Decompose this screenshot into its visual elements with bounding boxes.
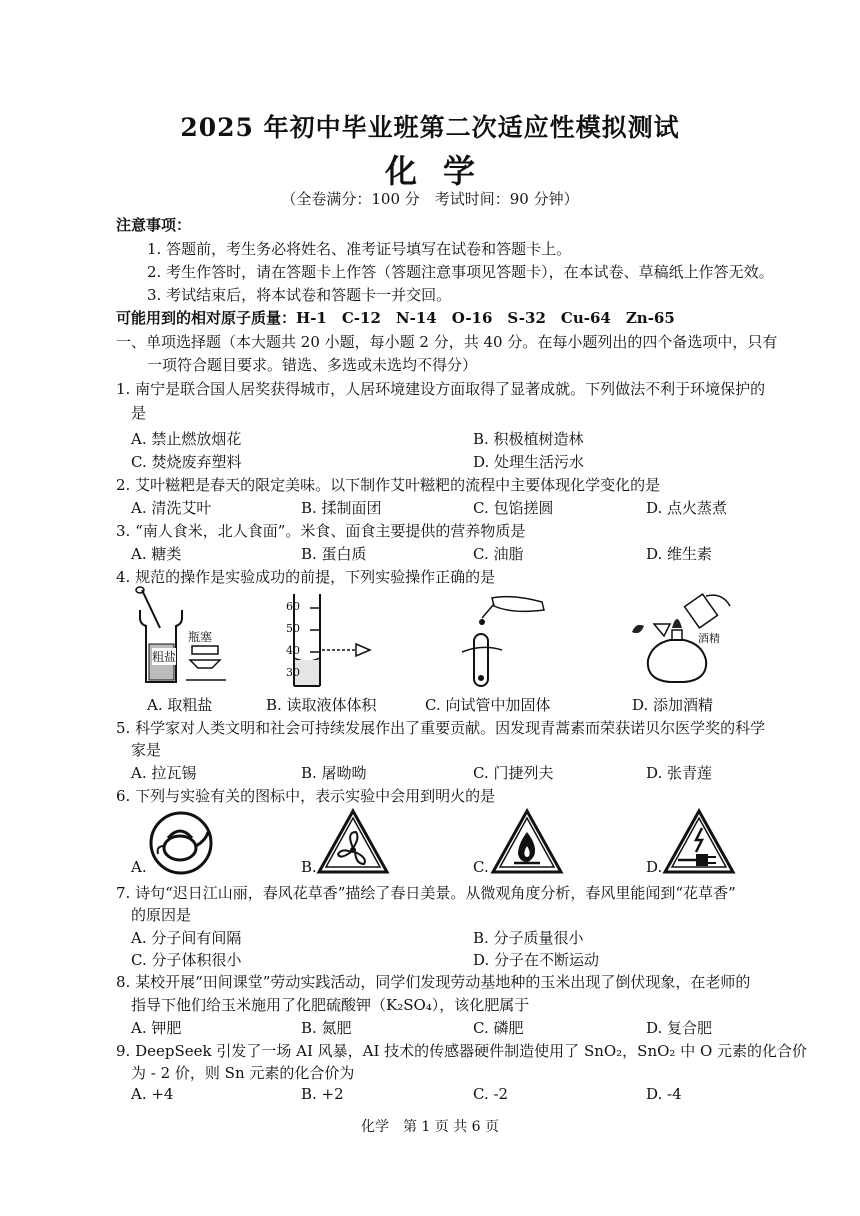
q1-stem-line1: 1. 南宁是联合国人居奖获得城市，人居环境建设方面取得了显著成就。下列做法不利于环境保护的 — [116, 380, 766, 398]
q3-option-b: B. 蛋白质 — [301, 545, 367, 563]
section1-heading-line1: 一、单项选择题（本大题共 20 小题，每小题 2 分，共 40 分。在每小题列出的四个备选项中，只有 — [116, 333, 778, 351]
q1-option-c: C. 焚烧废弃塑料 — [131, 453, 242, 471]
fan-icon — [316, 808, 390, 876]
q1-option-d: D. 处理生活污水 — [473, 453, 585, 471]
q3-stem: 3. “南人食米，北人食面”。米食、面食主要提供的营养物质是 — [116, 522, 526, 540]
q3-option-c: C. 油脂 — [473, 545, 524, 563]
q2-option-d: D. 点火蒸煮 — [646, 499, 728, 517]
q4-option-b: B. 读取液体体积 — [266, 696, 377, 714]
cylinder-tick-50: 50 — [286, 622, 300, 635]
alcohol-lamp-label: 酒精 — [698, 632, 720, 645]
plug-icon — [662, 808, 736, 876]
q9-stem-line2: 为 - 2 价，则 Sn 元素的化合价为 — [131, 1064, 355, 1082]
page-footer: 化学 第 1 页 共 6 页 — [360, 1119, 500, 1135]
q6-option-a: A. — [131, 858, 147, 876]
q7-stem-line2: 的原因是 — [131, 906, 192, 924]
q6-option-d: D. — [646, 858, 663, 876]
cylinder-tick-30: 30 — [286, 666, 300, 679]
q9-option-d: D. -4 — [646, 1085, 682, 1103]
q6-option-b: B. — [301, 858, 317, 876]
q1-option-a: A. 禁止燃放烟花 — [131, 430, 242, 448]
q4-stem: 4. 规范的操作是实验成功的前提，下列实验操作正确的是 — [116, 568, 496, 586]
q5-option-c: C. 门捷列夫 — [473, 764, 554, 782]
atomic-mass-values: H-1 C-12 N-14 O-16 S-32 Cu-64 Zn-65 — [296, 309, 675, 327]
q5-stem-line1: 5. 科学家对人类文明和社会可持续发展作出了重要贡献。因发现青蒿素而荣获诺贝尔医学奖的科学 — [116, 719, 766, 737]
salt-jar-drawing — [130, 588, 230, 688]
cylinder-drawing — [290, 594, 380, 690]
q5-option-b: B. 屠呦呦 — [301, 764, 367, 782]
atomic-mass-line — [116, 307, 675, 328]
q9-option-c: C. -2 — [473, 1085, 509, 1103]
salt-jar-salt-label: 粗盐 — [152, 650, 177, 664]
q3-option-a: A. 糖类 — [131, 545, 182, 563]
atomic-mass-label: 可能用到的相对原子质量： — [116, 309, 297, 327]
q7-option-d: D. 分子在不断运动 — [473, 951, 600, 969]
section1-heading-line2: 一项符合题目要求。错选、多选或未选均不得分） — [147, 356, 478, 374]
icon-electrical — [662, 808, 736, 876]
exam-subject: 化学 — [384, 152, 501, 190]
q8-option-c: C. 磷肥 — [473, 1019, 524, 1037]
cylinder-tick-40: 40 — [286, 644, 300, 657]
q4-option-d: D. 添加酒精 — [632, 696, 714, 714]
teapot-icon — [148, 810, 214, 876]
q1-stem-line2: 是 — [131, 404, 147, 422]
q8-stem-line2: 指导下他们给玉米施用了化肥硫酸钾（K₂SO₄），该化肥属于 — [131, 996, 530, 1014]
notice-item-3: 3. 考试结束后，将本试卷和答题卡一并交回。 — [147, 286, 452, 304]
q7-stem-line1: 7. 诗句“迟日江山丽，春风花草香”描绘了春日美景。从微观角度分析，春风里能闻到“花草香” — [116, 884, 736, 902]
q7-option-c: C. 分子体积很小 — [131, 951, 242, 969]
q9-option-a: A. +4 — [131, 1085, 174, 1103]
q4-option-c: C. 向试管中加固体 — [425, 696, 551, 714]
q6-stem: 6. 下列与实验有关的图标中，表示实验中会用到明火的是 — [116, 787, 496, 805]
q3-option-d: D. 维生素 — [646, 545, 713, 563]
salt-jar-cap-label: 瓶塞 — [188, 630, 213, 644]
exam-meta: （全卷满分：100 分 考试时间：90 分钟） — [281, 190, 579, 208]
notice-item-2: 2. 考生作答时，请在答题卡上作答（答题注意事项见答题卡），在本试卷、草稿纸上作答无效。 — [147, 263, 774, 281]
q4-option-a: A. 取粗盐 — [147, 696, 213, 714]
q2-option-b: B. 揉制面团 — [301, 499, 382, 517]
test-tube-drawing — [452, 592, 552, 692]
figure-test-tube — [452, 592, 552, 692]
q2-option-c: C. 包馅搓圆 — [473, 499, 554, 517]
q9-option-b: B. +2 — [301, 1085, 344, 1103]
q5-option-a: A. 拉瓦锡 — [131, 764, 197, 782]
q2-stem: 2. 艾叶糍粑是春天的限定美味。以下制作艾叶糍粑的流程中主要体现化学变化的是 — [116, 476, 661, 494]
q7-option-a: A. 分子间有间隔 — [131, 929, 242, 947]
q8-option-d: D. 复合肥 — [646, 1019, 713, 1037]
q5-stem-line2: 家是 — [131, 741, 162, 759]
q8-option-b: B. 氮肥 — [301, 1019, 352, 1037]
notice-heading: 注意事项： — [116, 216, 192, 234]
icon-open-flame — [490, 808, 564, 876]
q9-stem-line1: 9. DeepSeek 引发了一场 AI 风暴，AI 技术的传感器硬件制造使用了 SnO₂，SnO₂ 中 O 元素的化合价 — [116, 1042, 808, 1060]
q6-option-c: C. — [473, 858, 489, 876]
q8-stem-line1: 8. 某校开展“田间课堂”劳动实践活动，同学们发现劳动基地种的玉米出现了倒伏现象，在老师的 — [116, 973, 751, 991]
q2-option-a: A. 清洗艾叶 — [131, 499, 212, 517]
notice-item-1: 1. 答题前，考生务必将姓名、准考证号填写在试卷和答题卡上。 — [147, 240, 572, 258]
icon-ventilation — [316, 808, 390, 876]
q7-option-b: B. 分子质量很小 — [473, 929, 584, 947]
flame-icon — [490, 808, 564, 876]
cylinder-tick-60: 60 — [286, 600, 300, 613]
q1-option-b: B. 积极植树造林 — [473, 430, 584, 448]
q8-option-a: A. 钾肥 — [131, 1019, 182, 1037]
q5-option-d: D. 张青莲 — [646, 764, 713, 782]
figure-salt-jar — [130, 588, 230, 688]
figure-graduated-cylinder — [286, 594, 380, 690]
figure-alcohol-lamp — [626, 592, 736, 692]
icon-hot-surface — [148, 810, 214, 876]
exam-title: 2025 年初中毕业班第二次适应性模拟测试 — [180, 113, 680, 142]
